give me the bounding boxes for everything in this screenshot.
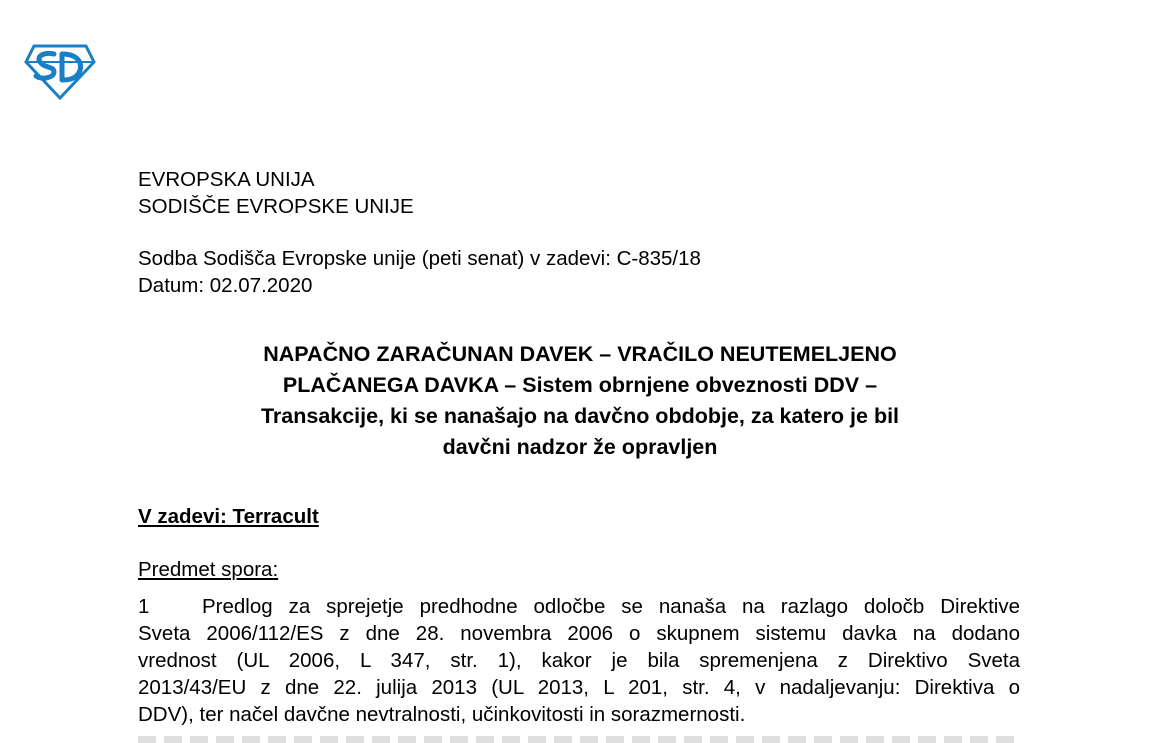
in-case-heading: V zadevi: Terracult (138, 505, 319, 528)
paragraph-line-text: Predlog za sprejetje predhodne odločbe se nanaša na razlago določb Direktive (202, 595, 1020, 618)
paragraph-number: 1 (138, 595, 150, 618)
judgment-date: Datum: 02.07.2020 (138, 274, 313, 297)
paragraph-line: DDV), ter načel davčne nevtralnosti, učinkovitosti in sorazmernosti. (138, 703, 746, 726)
judgment-reference: Sodba Sodišča Evropske unije (peti senat) v zadevi: C-835/18 (138, 247, 701, 270)
paragraph-line: vrednost (UL 2006, L 347, str. 1), kakor je bila spremenjena z Direktivo Sveta (138, 649, 1020, 672)
case-reference (138, 245, 701, 299)
paragraph-line (138, 593, 1020, 620)
court-logo (24, 44, 96, 100)
court-header (138, 166, 414, 220)
title-line: PLAČANEGA DAVKA – Sistem obrnjene obveznosti DDV – (282, 373, 878, 397)
title-line: NAPAČNO ZARAČUNAN DAVEK – VRAČILO NEUTEMELJENO (263, 342, 897, 366)
title-line: Transakcije, ki se nanašajo na davčno obdobje, za katero je bil (260, 404, 900, 428)
title-line: davčni nadzor že opravljen (442, 435, 718, 459)
subject-heading: Predmet spora: (138, 558, 279, 581)
paragraph-line: Sveta 2006/112/ES z dne 28. novembra 2006 o skupnem sistemu davka na dodano (138, 622, 1020, 645)
paragraph-line: 2013/43/EU z dne 22. julija 2013 (UL 2013, L 201, str. 4, v nadaljevanju: Direktiva o (138, 676, 1020, 699)
header-union: EVROPSKA UNIJA (138, 168, 315, 191)
document-title (140, 339, 1020, 463)
sd-diamond-logo-icon (24, 44, 96, 100)
header-court: SODIŠČE EVROPSKE UNIJE (138, 195, 414, 218)
cut-off-text-line (138, 736, 1020, 743)
paragraph-1 (138, 593, 1020, 728)
